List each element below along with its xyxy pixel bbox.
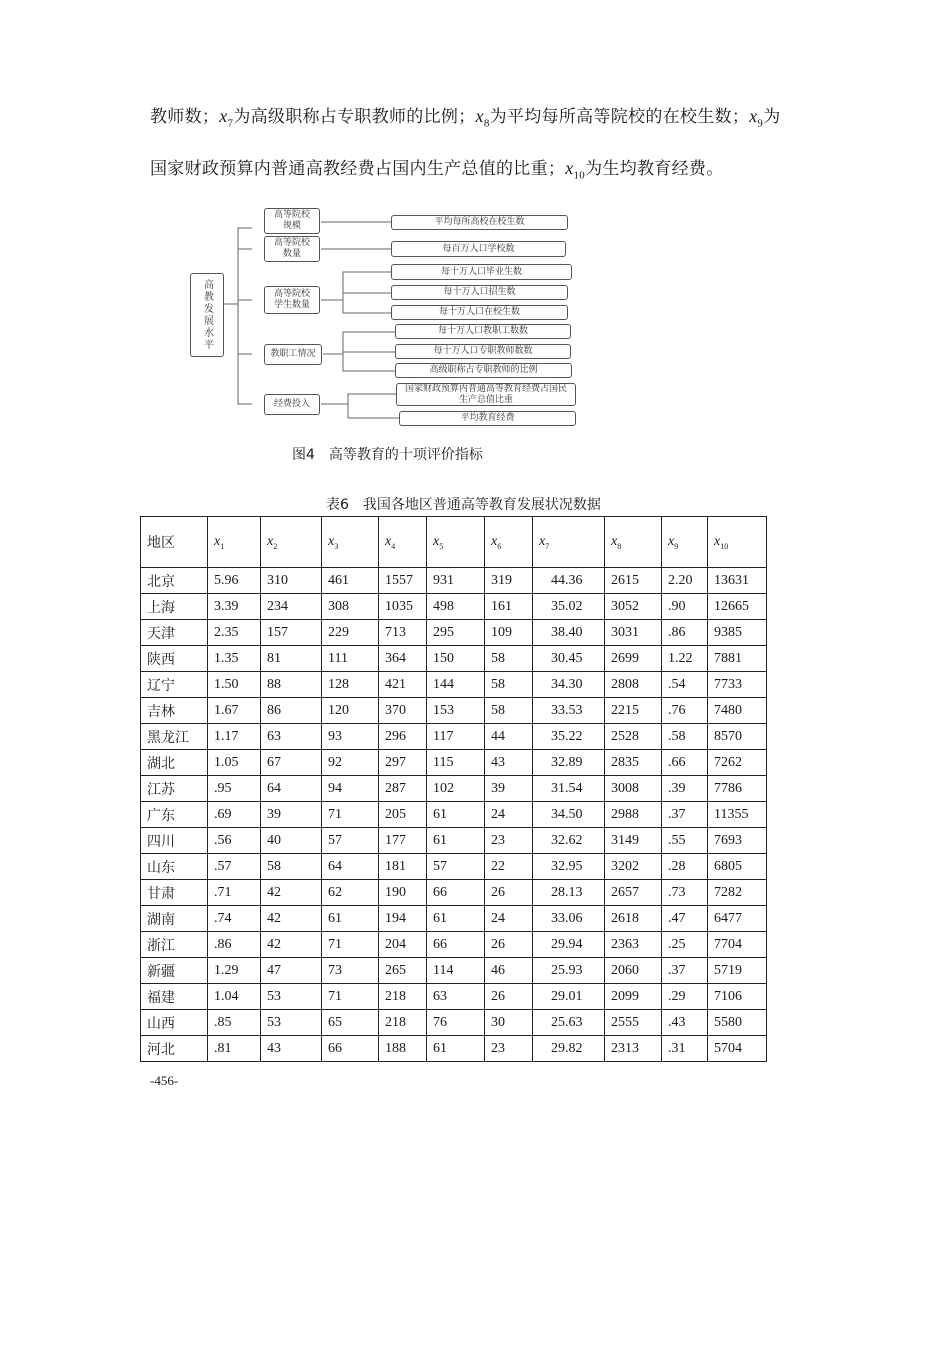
data-table — [140, 516, 767, 1062]
value-cell: 177 — [379, 828, 427, 854]
value-cell: 295 — [427, 620, 485, 646]
value-cell: 157 — [261, 620, 322, 646]
value-cell: .56 — [208, 828, 261, 854]
value-cell: 61 — [427, 906, 485, 932]
value-cell: 71 — [322, 802, 379, 828]
value-cell: 2555 — [605, 1010, 662, 1036]
table-row — [141, 568, 767, 594]
value-cell: 3052 — [605, 594, 662, 620]
region-cell: 天津 — [141, 620, 208, 646]
value-cell: 218 — [379, 1010, 427, 1036]
value-cell: 1.67 — [208, 698, 261, 724]
header-cell-variable: $x_2$ — [261, 517, 322, 568]
value-cell: 42 — [261, 906, 322, 932]
diagram-root-node: 高教发展水平 — [190, 273, 224, 357]
indicator-diagram — [188, 204, 588, 434]
table-row — [141, 646, 767, 672]
value-cell: 109 — [485, 620, 533, 646]
paragraph-text: 为高级职称占专职教师的比例； — [233, 107, 476, 127]
value-cell: .74 — [208, 906, 261, 932]
region-cell: 四川 — [141, 828, 208, 854]
value-cell: .29 — [662, 984, 708, 1010]
table-row — [141, 1036, 767, 1062]
value-cell: 7881 — [708, 646, 767, 672]
value-cell: .86 — [662, 620, 708, 646]
table-row — [141, 802, 767, 828]
value-cell: 33.06 — [533, 906, 605, 932]
value-cell: 44.36 — [533, 568, 605, 594]
value-cell: 57 — [427, 854, 485, 880]
value-cell: 6805 — [708, 854, 767, 880]
region-cell: 山东 — [141, 854, 208, 880]
value-cell: 5.96 — [208, 568, 261, 594]
value-cell: 117 — [427, 724, 485, 750]
value-cell: .54 — [662, 672, 708, 698]
value-cell: 39 — [261, 802, 322, 828]
value-cell: 64 — [322, 854, 379, 880]
value-cell: 25.63 — [533, 1010, 605, 1036]
value-cell: 205 — [379, 802, 427, 828]
variable-symbol: $x_8$ — [475, 106, 490, 130]
paragraph-text: 为生均教育经费。 — [585, 159, 724, 179]
value-cell: 11355 — [708, 802, 767, 828]
value-cell: 61 — [322, 906, 379, 932]
region-cell: 江苏 — [141, 776, 208, 802]
value-cell: 88 — [261, 672, 322, 698]
value-cell: .28 — [662, 854, 708, 880]
value-cell: 61 — [427, 828, 485, 854]
region-cell: 广东 — [141, 802, 208, 828]
value-cell: .81 — [208, 1036, 261, 1062]
value-cell: 63 — [427, 984, 485, 1010]
value-cell: 153 — [427, 698, 485, 724]
value-cell: .71 — [208, 880, 261, 906]
value-cell: 46 — [485, 958, 533, 984]
header-cell-variable: $x_{10}$ — [708, 517, 767, 568]
value-cell: 421 — [379, 672, 427, 698]
category-node: 高等院校学生数量 — [264, 286, 320, 314]
value-cell: 287 — [379, 776, 427, 802]
region-cell: 湖北 — [141, 750, 208, 776]
category-node: 高等院校规模 — [264, 208, 320, 234]
indicator-node: 每十万人口招生数 — [391, 285, 568, 300]
value-cell: 5704 — [708, 1036, 767, 1062]
value-cell: 40 — [261, 828, 322, 854]
header-cell-variable: $x_8$ — [605, 517, 662, 568]
category-node: 高等院校数量 — [264, 236, 320, 262]
value-cell: 1.29 — [208, 958, 261, 984]
value-cell: 32.95 — [533, 854, 605, 880]
value-cell: 5580 — [708, 1010, 767, 1036]
region-cell: 山西 — [141, 1010, 208, 1036]
value-cell: 2313 — [605, 1036, 662, 1062]
value-cell: 26 — [485, 880, 533, 906]
value-cell: 63 — [261, 724, 322, 750]
value-cell: 44 — [485, 724, 533, 750]
value-cell: 7262 — [708, 750, 767, 776]
table-row — [141, 1010, 767, 1036]
value-cell: 5719 — [708, 958, 767, 984]
value-cell: 7282 — [708, 880, 767, 906]
value-cell: .37 — [662, 802, 708, 828]
value-cell: 364 — [379, 646, 427, 672]
region-cell: 浙江 — [141, 932, 208, 958]
value-cell: 30.45 — [533, 646, 605, 672]
value-cell: 61 — [427, 1036, 485, 1062]
value-cell: 218 — [379, 984, 427, 1010]
value-cell: 2060 — [605, 958, 662, 984]
value-cell: 81 — [261, 646, 322, 672]
value-cell: 25.93 — [533, 958, 605, 984]
value-cell: 7733 — [708, 672, 767, 698]
table-header-row — [141, 517, 767, 568]
value-cell: 30 — [485, 1010, 533, 1036]
value-cell: 7786 — [708, 776, 767, 802]
header-cell-variable: $x_1$ — [208, 517, 261, 568]
value-cell: 33.53 — [533, 698, 605, 724]
value-cell: 1.50 — [208, 672, 261, 698]
value-cell: 2.20 — [662, 568, 708, 594]
table-caption: 表6 我国各地区普通高等教育发展状况数据 — [326, 497, 601, 513]
value-cell: 62 — [322, 880, 379, 906]
value-cell: 7704 — [708, 932, 767, 958]
value-cell: 43 — [261, 1036, 322, 1062]
value-cell: .69 — [208, 802, 261, 828]
value-cell: 3031 — [605, 620, 662, 646]
value-cell: 1.05 — [208, 750, 261, 776]
value-cell: 22 — [485, 854, 533, 880]
value-cell: 26 — [485, 984, 533, 1010]
value-cell: 150 — [427, 646, 485, 672]
value-cell: 1.04 — [208, 984, 261, 1010]
value-cell: 13631 — [708, 568, 767, 594]
value-cell: 58 — [485, 646, 533, 672]
value-cell: 29.01 — [533, 984, 605, 1010]
value-cell: 47 — [261, 958, 322, 984]
region-cell: 吉林 — [141, 698, 208, 724]
value-cell: .57 — [208, 854, 261, 880]
indicator-node: 每百万人口学校数 — [391, 241, 566, 257]
value-cell: 2.35 — [208, 620, 261, 646]
table-row — [141, 724, 767, 750]
header-cell-variable: $x_9$ — [662, 517, 708, 568]
value-cell: .73 — [662, 880, 708, 906]
value-cell: 34.30 — [533, 672, 605, 698]
paragraph-line-2 — [150, 154, 724, 182]
value-cell: 234 — [261, 594, 322, 620]
table-row — [141, 594, 767, 620]
value-cell: 190 — [379, 880, 427, 906]
value-cell: 115 — [427, 750, 485, 776]
value-cell: 161 — [485, 594, 533, 620]
value-cell: 461 — [322, 568, 379, 594]
value-cell: 713 — [379, 620, 427, 646]
value-cell: 297 — [379, 750, 427, 776]
value-cell: 66 — [322, 1036, 379, 1062]
table-row — [141, 828, 767, 854]
indicator-node: 高级职称占专职教师的比例 — [395, 363, 572, 378]
value-cell: 1557 — [379, 568, 427, 594]
table-row — [141, 880, 767, 906]
value-cell: 24 — [485, 906, 533, 932]
table-row — [141, 854, 767, 880]
value-cell: 94 — [322, 776, 379, 802]
value-cell: 310 — [261, 568, 322, 594]
region-cell: 甘肃 — [141, 880, 208, 906]
value-cell: 2657 — [605, 880, 662, 906]
value-cell: 111 — [322, 646, 379, 672]
value-cell: 73 — [322, 958, 379, 984]
value-cell: 2215 — [605, 698, 662, 724]
value-cell: .86 — [208, 932, 261, 958]
value-cell: .90 — [662, 594, 708, 620]
value-cell: 86 — [261, 698, 322, 724]
value-cell: 498 — [427, 594, 485, 620]
value-cell: 7480 — [708, 698, 767, 724]
header-cell-variable: $x_5$ — [427, 517, 485, 568]
value-cell: .58 — [662, 724, 708, 750]
table-row — [141, 672, 767, 698]
value-cell: 229 — [322, 620, 379, 646]
value-cell: 2099 — [605, 984, 662, 1010]
value-cell: 39 — [485, 776, 533, 802]
table-row — [141, 620, 767, 646]
value-cell: .39 — [662, 776, 708, 802]
value-cell: 204 — [379, 932, 427, 958]
value-cell: 92 — [322, 750, 379, 776]
region-cell: 北京 — [141, 568, 208, 594]
value-cell: .76 — [662, 698, 708, 724]
value-cell: 181 — [379, 854, 427, 880]
value-cell: 42 — [261, 932, 322, 958]
paragraph-text: 为平均每所高等院校的在校生数； — [489, 107, 750, 127]
value-cell: 32.89 — [533, 750, 605, 776]
value-cell: 71 — [322, 984, 379, 1010]
value-cell: 58 — [261, 854, 322, 880]
value-cell: 29.82 — [533, 1036, 605, 1062]
variable-symbol: $x_7$ — [219, 106, 234, 130]
value-cell: 2835 — [605, 750, 662, 776]
value-cell: 2615 — [605, 568, 662, 594]
value-cell: 2988 — [605, 802, 662, 828]
table-row — [141, 932, 767, 958]
indicator-node: 国家财政预算内普通高等教育经费占国民生产总值比重 — [396, 383, 576, 406]
value-cell: .55 — [662, 828, 708, 854]
paragraph-text: 为 — [763, 107, 781, 127]
table-row — [141, 698, 767, 724]
indicator-node: 每十万人口专职教师数数 — [395, 344, 571, 359]
value-cell: 265 — [379, 958, 427, 984]
table-row — [141, 984, 767, 1010]
header-cell-variable: $x_6$ — [485, 517, 533, 568]
value-cell: 58 — [485, 698, 533, 724]
value-cell: 370 — [379, 698, 427, 724]
value-cell: 6477 — [708, 906, 767, 932]
value-cell: 1.22 — [662, 646, 708, 672]
value-cell: 1.35 — [208, 646, 261, 672]
header-cell-variable: $x_7$ — [533, 517, 605, 568]
category-node: 教职工情况 — [264, 344, 322, 365]
region-cell: 上海 — [141, 594, 208, 620]
value-cell: 35.02 — [533, 594, 605, 620]
value-cell: 26 — [485, 932, 533, 958]
value-cell: 31.54 — [533, 776, 605, 802]
value-cell: 24 — [485, 802, 533, 828]
value-cell: 188 — [379, 1036, 427, 1062]
value-cell: 2363 — [605, 932, 662, 958]
value-cell: 319 — [485, 568, 533, 594]
value-cell: 931 — [427, 568, 485, 594]
value-cell: 53 — [261, 1010, 322, 1036]
value-cell: 144 — [427, 672, 485, 698]
table-row — [141, 776, 767, 802]
value-cell: 71 — [322, 932, 379, 958]
value-cell: .66 — [662, 750, 708, 776]
header-cell-variable: $x_4$ — [379, 517, 427, 568]
value-cell: 23 — [485, 1036, 533, 1062]
value-cell: 43 — [485, 750, 533, 776]
page-number: -456- — [150, 1073, 179, 1088]
value-cell: 76 — [427, 1010, 485, 1036]
region-cell: 湖南 — [141, 906, 208, 932]
region-cell: 河北 — [141, 1036, 208, 1062]
value-cell: .47 — [662, 906, 708, 932]
value-cell: .37 — [662, 958, 708, 984]
value-cell: 93 — [322, 724, 379, 750]
value-cell: 23 — [485, 828, 533, 854]
region-cell: 辽宁 — [141, 672, 208, 698]
value-cell: 42 — [261, 880, 322, 906]
value-cell: 3.39 — [208, 594, 261, 620]
variable-symbol: $x_9$ — [749, 106, 764, 130]
value-cell: 2699 — [605, 646, 662, 672]
value-cell: 58 — [485, 672, 533, 698]
value-cell: 296 — [379, 724, 427, 750]
region-cell: 陕西 — [141, 646, 208, 672]
value-cell: .43 — [662, 1010, 708, 1036]
value-cell: 66 — [427, 880, 485, 906]
value-cell: 9385 — [708, 620, 767, 646]
paragraph-text: 教师数； — [150, 107, 220, 127]
value-cell: 8570 — [708, 724, 767, 750]
header-cell-region: 地区 — [141, 517, 208, 568]
value-cell: 38.40 — [533, 620, 605, 646]
value-cell: 29.94 — [533, 932, 605, 958]
value-cell: 12665 — [708, 594, 767, 620]
value-cell: 34.50 — [533, 802, 605, 828]
value-cell: 53 — [261, 984, 322, 1010]
header-cell-variable: $x_3$ — [322, 517, 379, 568]
table-row — [141, 906, 767, 932]
indicator-node: 平均教育经费 — [399, 411, 576, 426]
indicator-node: 每十万人口毕业生数 — [391, 264, 572, 280]
table-row — [141, 750, 767, 776]
value-cell: 114 — [427, 958, 485, 984]
value-cell: 1.17 — [208, 724, 261, 750]
value-cell: 65 — [322, 1010, 379, 1036]
region-cell: 福建 — [141, 984, 208, 1010]
indicator-node: 每十万人口在校生数 — [391, 305, 568, 320]
value-cell: .31 — [662, 1036, 708, 1062]
value-cell: 61 — [427, 802, 485, 828]
paragraph-text: 国家财政预算内普通高教经费占国内生产总值的比重； — [150, 159, 566, 179]
value-cell: 3008 — [605, 776, 662, 802]
value-cell: 67 — [261, 750, 322, 776]
value-cell: 7693 — [708, 828, 767, 854]
value-cell: 57 — [322, 828, 379, 854]
value-cell: 64 — [261, 776, 322, 802]
value-cell: .85 — [208, 1010, 261, 1036]
value-cell: 120 — [322, 698, 379, 724]
category-node: 经费投入 — [264, 394, 320, 415]
region-cell: 黑龙江 — [141, 724, 208, 750]
value-cell: 1035 — [379, 594, 427, 620]
value-cell: 128 — [322, 672, 379, 698]
value-cell: 32.62 — [533, 828, 605, 854]
paragraph-line-1 — [150, 102, 781, 130]
value-cell: 28.13 — [533, 880, 605, 906]
indicator-node: 每十万人口教职工数数 — [395, 324, 571, 339]
value-cell: 35.22 — [533, 724, 605, 750]
value-cell: 2618 — [605, 906, 662, 932]
value-cell: 2528 — [605, 724, 662, 750]
value-cell: 3202 — [605, 854, 662, 880]
value-cell: 102 — [427, 776, 485, 802]
value-cell: 3149 — [605, 828, 662, 854]
value-cell: 194 — [379, 906, 427, 932]
value-cell: 7106 — [708, 984, 767, 1010]
table-row — [141, 958, 767, 984]
indicator-node: 平均每所高校在校生数 — [391, 215, 568, 230]
value-cell: .95 — [208, 776, 261, 802]
variable-symbol: $x_{10}$ — [565, 158, 586, 182]
value-cell: .25 — [662, 932, 708, 958]
value-cell: 308 — [322, 594, 379, 620]
value-cell: 2808 — [605, 672, 662, 698]
figure-caption: 图4 高等教育的十项评价指标 — [292, 447, 483, 463]
region-cell: 新疆 — [141, 958, 208, 984]
value-cell: 66 — [427, 932, 485, 958]
